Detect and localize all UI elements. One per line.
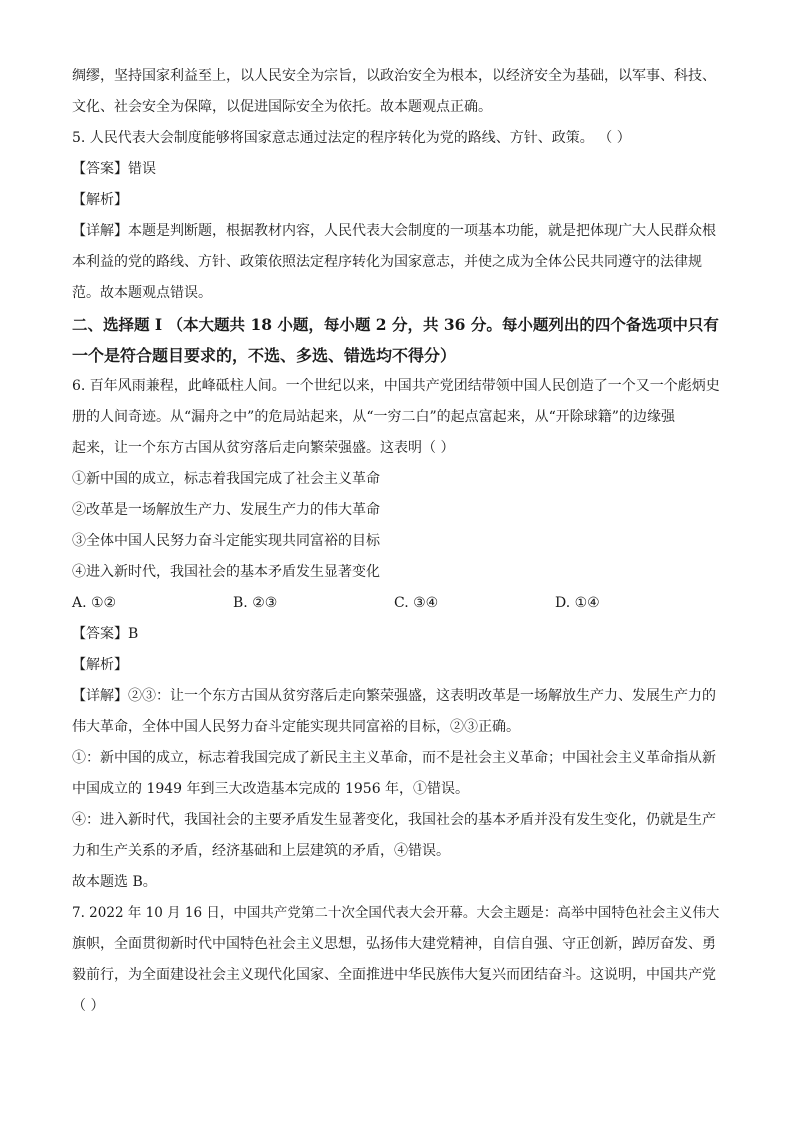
detail-line: 【详解】②③：让一个东方古国从贫穷落后走向繁荣强盛，这表明改革是一场解放生产力、发展生产力的 — [72, 688, 716, 704]
detail-line: ①：新中国的成立，标志着我国完成了新民主主义革命，而不是社会主义革命；中国社会主义革命指从新 — [72, 750, 716, 766]
section-heading: 二、选择题 I （本大题共 18 小题，每小题 2 分，共 36 分。每小题列出的四个备选项中只有 — [72, 315, 719, 334]
choice-item: ③全体中国人民努力奋斗定能实现共同富裕的目标 — [72, 533, 380, 549]
choice-item: ②改革是一场解放生产力、发展生产力的伟大革命 — [72, 502, 380, 518]
options-row — [72, 588, 724, 619]
choice-item: ①新中国的成立，标志着我国完成了社会主义革命 — [72, 471, 380, 487]
section-heading: 一个是符合题目要求的，不选、多选、错选均不得分） — [72, 346, 457, 365]
detail-line: 故本题选 B。 — [72, 874, 157, 890]
option-c: C. ③④ — [394, 595, 439, 611]
answer-label: 【答案】B — [72, 626, 139, 642]
question-7-stem: （ ） — [72, 998, 105, 1014]
question-7-stem: 旗帜，全面贯彻新时代中国特色社会主义思想，弘扬伟大建党精神，自信自强、守正创新，踔厉奋发、勇 — [72, 936, 716, 952]
detail-line: 力和生产关系的矛盾，经济基础和上层建筑的矛盾，④错误。 — [72, 843, 450, 859]
paragraph-line: 文化、社会安全为保障，以促进国际安全为依托。故本题观点正确。 — [72, 99, 492, 115]
option-d: D. ①④ — [555, 595, 600, 611]
detail-line: 【详解】本题是判断题，根据教材内容，人民代表大会制度的一项基本功能，就是把体现广大人民群众根 — [72, 223, 716, 239]
detail-line: 中国成立的 1949 年到三大改造基本完成的 1956 年，①错误。 — [72, 781, 470, 797]
detail-line: 本利益的党的路线、方针、政策依照法定程序转化为国家意志，并使之成为全体公民共同遵守的法律规 — [72, 254, 702, 270]
question-7-stem: 毅前行，为全面建设社会主义现代化国家、全面推进中华民族伟大复兴而团结奋斗。这说明，中国共产党 — [72, 967, 716, 983]
question-6-stem: 起来，让一个东方古国从贫穷落后走向繁荣强盛。这表明（ ） — [72, 440, 455, 456]
document-page — [72, 61, 724, 1022]
option-a: A. ①② — [72, 595, 117, 611]
detail-line: 范。故本题观点错误。 — [72, 285, 212, 301]
answer-label: 【答案】错误 — [72, 161, 156, 177]
option-b: B. ②③ — [233, 595, 278, 611]
question-6-stem: 6. 百年风雨兼程，此峰砥柱人间。一个世纪以来，中国共产党团结带领中国人民创造了一个又一个彪炳史 — [72, 378, 720, 394]
question-7-stem: 7. 2022 年 10 月 16 日，中国共产党第二十次全国代表大会开幕。大会主题是：高举中国特色社会主义伟大 — [72, 905, 720, 921]
detail-line: ④：进入新时代，我国社会的主要矛盾发生显著变化，我国社会的基本矛盾并没有发生变化，仍就是生产 — [72, 812, 716, 828]
question-5-stem: 5. 人民代表大会制度能够将国家意志通过法定的程序转化为党的路线、方针、政策。 （ ） — [72, 130, 631, 146]
analysis-label: 【解析】 — [72, 657, 128, 673]
detail-line: 伟大革命，全体中国人民努力奋斗定能实现共同富裕的目标，②③正确。 — [72, 719, 520, 735]
analysis-label: 【解析】 — [72, 192, 128, 208]
choice-item: ④进入新时代，我国社会的基本矛盾发生显著变化 — [72, 564, 380, 580]
paragraph-line: 绸缪，坚持国家利益至上，以人民安全为宗旨，以政治安全为根本，以经济安全为基础，以军事、科技、 — [72, 68, 716, 84]
question-6-stem: 册的人间奇迹。从“漏舟之中”的危局站起来，从“一穷二白”的起点富起来，从“开除球籍”的边缘强 — [72, 409, 675, 425]
